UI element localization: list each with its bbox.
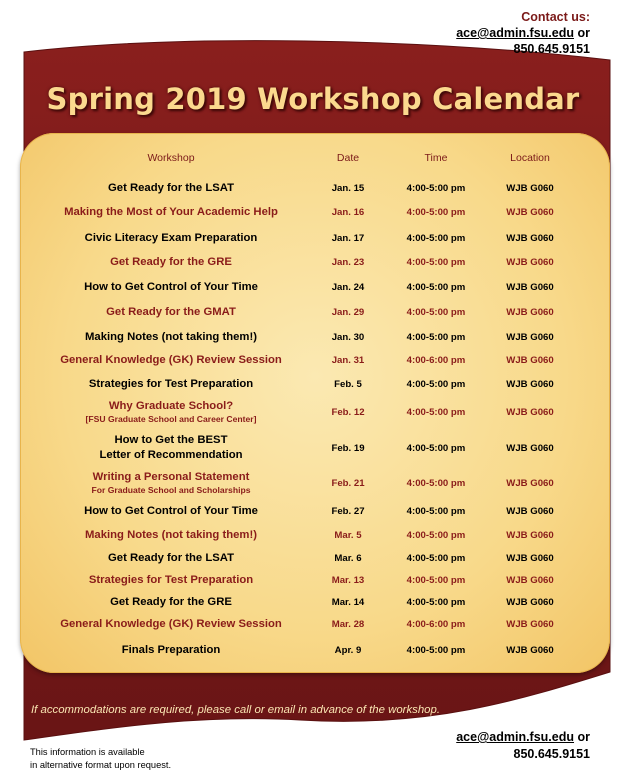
- workshop-name: [36, 204, 306, 220]
- workshop-name: [36, 594, 306, 610]
- workshop-name: [36, 180, 306, 196]
- workshop-name: [36, 352, 306, 368]
- workshop-subtitle: [FSU Graduate School and Career Center]: [85, 414, 257, 424]
- table-row: [36, 468, 596, 498]
- workshop-location: WJB G060: [506, 618, 554, 630]
- workshop-date: Feb. 27: [331, 505, 365, 517]
- table-row: [36, 352, 596, 368]
- workshop-title: Civic Literacy Exam Preparation: [84, 231, 258, 244]
- workshop-date: Apr. 9: [334, 644, 362, 656]
- contact-phone: 850.645.9151: [513, 42, 590, 56]
- table-row: [36, 616, 596, 632]
- workshop-date: Jan. 24: [331, 281, 365, 293]
- workshop-time: 4:00-5:00 pm: [406, 232, 466, 244]
- workshop-location: WJB G060: [506, 182, 554, 194]
- alt-format-line2: in alternative format upon request.: [30, 760, 172, 770]
- workshop-time: 4:00-5:00 pm: [406, 442, 466, 454]
- workshop-location: WJB G060: [506, 574, 554, 586]
- workshop-location: WJB G060: [506, 529, 554, 541]
- workshop-name: [36, 503, 306, 519]
- workshop-title: General Knowledge (GK) Review Session: [60, 353, 282, 366]
- workshop-title: Get Ready for the LSAT: [108, 551, 234, 564]
- table-row: [36, 432, 596, 464]
- header-time: Time: [424, 152, 448, 164]
- workshop-location: WJB G060: [506, 354, 554, 366]
- workshop-name: [36, 254, 306, 270]
- workshop-location: WJB G060: [506, 206, 554, 218]
- workshop-name: [36, 329, 306, 345]
- workshop-time: 4:00-6:00 pm: [406, 618, 466, 630]
- workshop-time: 4:00-5:00 pm: [406, 552, 466, 564]
- workshop-location: WJB G060: [506, 232, 554, 244]
- workshop-name: [36, 642, 306, 658]
- table-row: [36, 503, 596, 519]
- workshop-title: How to Get Control of Your Time: [84, 504, 258, 517]
- contact-or: or: [577, 730, 590, 744]
- table-row: [36, 180, 596, 196]
- workshop-time: 4:00-5:00 pm: [406, 206, 466, 218]
- workshop-name: [36, 527, 306, 543]
- table-row: [36, 572, 596, 588]
- workshop-time: 4:00-5:00 pm: [406, 477, 466, 489]
- workshop-name: [36, 432, 306, 464]
- contact-heading: Contact us:: [521, 713, 590, 727]
- workshop-time: 4:00-5:00 pm: [406, 256, 466, 268]
- workshop-date: Jan. 30: [331, 331, 365, 343]
- workshop-name: [36, 468, 306, 498]
- workshop-title: How to Get Control of Your Time: [84, 280, 258, 293]
- workshop-title: Why Graduate School?: [108, 400, 234, 412]
- workshop-title: Strategies for Test Preparation: [88, 377, 254, 390]
- workshop-title: Get Ready for the LSAT: [108, 181, 234, 194]
- workshop-date: Mar. 28: [331, 618, 365, 630]
- workshop-date: Mar. 5: [334, 529, 362, 541]
- table-row: [36, 527, 596, 543]
- workshop-name: [36, 230, 306, 246]
- table-row: [36, 397, 596, 427]
- workshop-date: Jan. 15: [331, 182, 365, 194]
- workshop-title: Making the Most of Your Academic Help: [64, 205, 278, 218]
- workshop-name: [36, 376, 306, 392]
- workshop-location: WJB G060: [506, 552, 554, 564]
- contact-phone: 850.645.9151: [513, 747, 590, 761]
- workshop-date: Feb. 19: [331, 442, 365, 454]
- accommodation-notice: If accommodations are required, please call or email in advance of the workshop.: [31, 704, 441, 716]
- table-row: [36, 594, 596, 610]
- workshop-name: [36, 616, 306, 632]
- workshop-subtitle: Letter of Recommendation: [99, 449, 243, 461]
- workshop-name: [36, 304, 306, 320]
- workshop-name: [36, 279, 306, 295]
- table-row: [36, 550, 596, 566]
- contact-email-link[interactable]: ace@admin.fsu.edu: [456, 26, 575, 40]
- workshop-date: Jan. 29: [331, 306, 365, 318]
- workshop-date: Jan. 17: [331, 232, 365, 244]
- workshop-time: 4:00-6:00 pm: [406, 354, 466, 366]
- alt-format-note: [30, 746, 171, 772]
- workshop-location: WJB G060: [506, 596, 554, 608]
- workshop-location: WJB G060: [506, 406, 554, 418]
- workshop-date: Mar. 13: [331, 574, 365, 586]
- workshop-title: Writing a Personal Statement: [92, 471, 250, 483]
- workshop-date: Jan. 16: [331, 206, 365, 218]
- workshop-location: WJB G060: [506, 281, 554, 293]
- table-row: [36, 230, 596, 246]
- table-row: [36, 204, 596, 220]
- alt-format-line1: This information is available: [30, 747, 145, 757]
- workshop-time: 4:00-5:00 pm: [406, 574, 466, 586]
- workshop-title: Strategies for Test Preparation: [88, 573, 254, 586]
- workshop-subtitle: For Graduate School and Scholarships: [91, 485, 251, 495]
- workshop-name: [36, 397, 306, 427]
- header-workshop: Workshop: [147, 152, 195, 164]
- workshop-title: Get Ready for the GRE: [110, 595, 232, 608]
- workshop-date: Mar. 14: [331, 596, 365, 608]
- table-row: [36, 304, 596, 320]
- contact-heading: Contact us:: [521, 10, 590, 24]
- header-date: Date: [336, 152, 360, 164]
- workshop-location: WJB G060: [506, 644, 554, 656]
- workshop-title: Making Notes (not taking them!): [85, 528, 257, 541]
- workshop-date: Feb. 5: [334, 378, 362, 390]
- workshop-name: [36, 550, 306, 566]
- table-row: [36, 642, 596, 658]
- workshop-name: [36, 572, 306, 588]
- table-row: [36, 279, 596, 295]
- workshop-location: WJB G060: [506, 256, 554, 268]
- workshop-time: 4:00-5:00 pm: [406, 331, 466, 343]
- contact-top: [456, 9, 590, 57]
- table-row: [36, 254, 596, 270]
- workshop-location: WJB G060: [506, 442, 554, 454]
- workshop-title: Making Notes (not taking them!): [85, 330, 257, 343]
- workshop-time: 4:00-5:00 pm: [406, 644, 466, 656]
- workshop-time: 4:00-5:00 pm: [406, 529, 466, 541]
- workshop-title: General Knowledge (GK) Review Session: [60, 617, 282, 630]
- workshop-date: Feb. 21: [331, 477, 365, 489]
- workshop-time: 4:00-5:00 pm: [406, 306, 466, 318]
- workshop-time: 4:00-5:00 pm: [406, 596, 466, 608]
- contact-email-link[interactable]: ace@admin.fsu.edu: [456, 730, 575, 744]
- header-location: Location: [510, 152, 550, 164]
- workshop-title: Finals Preparation: [121, 643, 221, 656]
- workshop-title: How to Get the BEST: [114, 434, 228, 446]
- contact-bottom: [456, 712, 590, 763]
- workshop-time: 4:00-5:00 pm: [406, 378, 466, 390]
- page-title: Spring 2019 Workshop Calendar: [46, 82, 580, 116]
- workshop-date: Mar. 6: [334, 552, 362, 564]
- workshop-location: WJB G060: [506, 306, 554, 318]
- workshop-location: WJB G060: [506, 331, 554, 343]
- workshop-date: Feb. 12: [331, 406, 365, 418]
- table-row: [36, 376, 596, 392]
- workshop-title: Get Ready for the GMAT: [106, 305, 236, 318]
- workshop-location: WJB G060: [506, 477, 554, 489]
- workshop-time: 4:00-5:00 pm: [406, 281, 466, 293]
- workshop-time: 4:00-5:00 pm: [406, 505, 466, 517]
- workshop-time: 4:00-5:00 pm: [406, 182, 466, 194]
- table-row: [36, 329, 596, 345]
- workshop-location: WJB G060: [506, 505, 554, 517]
- workshop-date: Jan. 31: [331, 354, 365, 366]
- workshop-time: 4:00-5:00 pm: [406, 406, 466, 418]
- workshop-date: Jan. 23: [331, 256, 365, 268]
- workshop-title: Get Ready for the GRE: [110, 255, 232, 268]
- workshop-location: WJB G060: [506, 378, 554, 390]
- contact-or: or: [577, 26, 590, 40]
